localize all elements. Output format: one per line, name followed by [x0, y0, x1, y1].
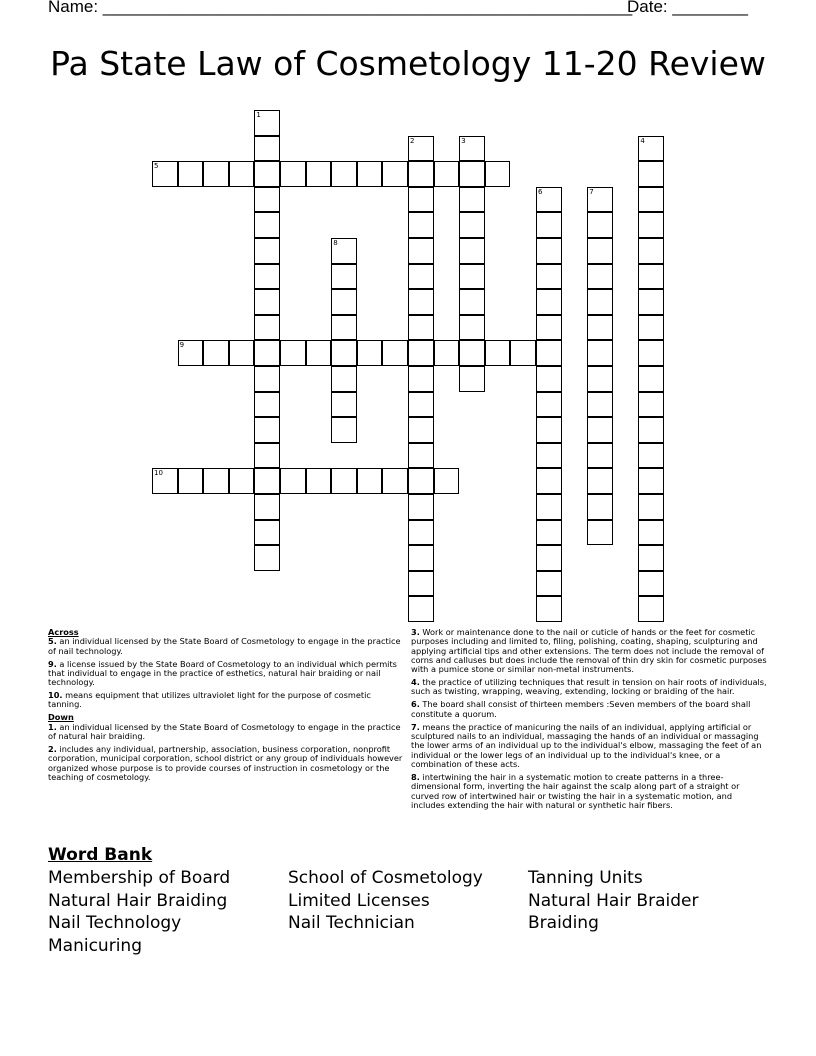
crossword-cell[interactable] [408, 187, 434, 213]
word-bank-item: Nail Technician [288, 913, 415, 934]
clue-number: 2 [410, 136, 415, 145]
clue-down-3: 3. Work or maintenance done to the nail or cuticle of hands or the feet for cosmetic purposes including and limited to, filing, polishing, coating, shaping, sculpturing and applying artificial tips and other extensions. The term does not include the removal of corns and calluses but does include the removal of thin dry skin for cosmetic purposes with a pumice stone or similar non-metal instruments. [411, 627, 767, 675]
crossword-cell[interactable] [587, 340, 613, 366]
crossword-cell[interactable] [229, 468, 255, 494]
crossword-cell[interactable] [459, 212, 485, 238]
crossword-cell[interactable] [536, 417, 562, 443]
crossword-cell[interactable] [408, 161, 434, 187]
crossword-cell[interactable] [357, 161, 383, 187]
crossword-cell[interactable] [331, 417, 357, 443]
crossword-cell[interactable] [306, 340, 332, 366]
crossword-cell[interactable] [459, 187, 485, 213]
crossword-cell[interactable] [254, 110, 280, 136]
crossword-cell[interactable] [638, 289, 664, 315]
crossword-cell[interactable] [459, 289, 485, 315]
crossword-cell[interactable] [408, 468, 434, 494]
crossword-cell[interactable] [459, 340, 485, 366]
crossword-cell[interactable] [306, 161, 332, 187]
crossword-cell[interactable] [408, 571, 434, 597]
crossword-cell[interactable] [485, 161, 511, 187]
crossword-cell[interactable] [408, 289, 434, 315]
clue-number: 3 [461, 136, 466, 145]
crossword-cell[interactable] [254, 264, 280, 290]
crossword-cell[interactable] [510, 340, 536, 366]
crossword-cell[interactable] [536, 366, 562, 392]
crossword-cell[interactable] [638, 340, 664, 366]
crossword-cell[interactable] [254, 315, 280, 341]
crossword-cell[interactable] [408, 264, 434, 290]
crossword-cell[interactable] [229, 340, 255, 366]
crossword-cell[interactable] [536, 443, 562, 469]
clue-number: 5 [154, 162, 159, 171]
crossword-cell[interactable] [408, 520, 434, 546]
crossword-cell[interactable] [536, 289, 562, 315]
crossword-cell[interactable] [587, 366, 613, 392]
word-bank-item: School of Cosmetology [288, 868, 483, 888]
crossword-cell[interactable] [638, 443, 664, 469]
crossword-cell[interactable] [638, 212, 664, 238]
crossword-cell[interactable] [536, 494, 562, 520]
crossword-cell[interactable] [408, 340, 434, 366]
crossword-cell[interactable] [587, 289, 613, 315]
clues-right-column [411, 628, 768, 814]
crossword-cell[interactable] [638, 161, 664, 187]
clue-across-5: 5. an individual licensed by the State Board of Cosmetology to engage in the practice of nail technology. [48, 636, 401, 656]
clue-number: 10 [154, 469, 163, 478]
crossword-cell[interactable] [408, 545, 434, 571]
crossword-cell[interactable] [178, 468, 204, 494]
crossword-cell[interactable] [382, 340, 408, 366]
word-bank-item: Natural Hair Braiding [48, 890, 228, 911]
crossword-cell[interactable] [536, 468, 562, 494]
crossword-cell[interactable] [203, 340, 229, 366]
crossword-cell[interactable] [638, 187, 664, 213]
clue-number: 7 [589, 187, 594, 196]
crossword-cell[interactable] [536, 392, 562, 418]
crossword-cell[interactable] [408, 136, 434, 162]
clue-across-9: 9. a license issued by the State Board of Cosmetology to an individual which permits that individual to engage in the practice of esthetics, natural hair braiding or nail technology. [48, 658, 397, 688]
crossword-cell[interactable] [331, 264, 357, 290]
crossword-cell[interactable] [331, 468, 357, 494]
crossword-cell[interactable] [408, 238, 434, 264]
crossword-cell[interactable] [638, 392, 664, 418]
crossword-cell[interactable] [152, 161, 178, 187]
crossword-cell[interactable] [408, 315, 434, 341]
crossword-cell[interactable] [638, 264, 664, 290]
crossword-cell[interactable] [357, 468, 383, 494]
crossword-cell[interactable] [408, 366, 434, 392]
crossword-cell[interactable] [638, 545, 664, 571]
crossword-cell[interactable] [331, 340, 357, 366]
clue-down-4: 4. the practice of utilizing techniques that result in tension on hair roots of individuals, such as twisting, wrapping, weaving, extending, locking or braiding of the hair. [411, 677, 767, 697]
crossword-cell[interactable] [331, 289, 357, 315]
crossword-cell[interactable] [331, 161, 357, 187]
crossword-cell[interactable] [408, 212, 434, 238]
down-heading: Down [48, 712, 74, 723]
crossword-cell[interactable] [638, 238, 664, 264]
crossword-cell[interactable] [638, 520, 664, 546]
crossword-cell[interactable] [254, 366, 280, 392]
clue-number: 6 [538, 187, 543, 196]
crossword-cell[interactable] [536, 264, 562, 290]
crossword-cell[interactable] [254, 136, 280, 162]
crossword-cell[interactable] [178, 340, 204, 366]
crossword-cell[interactable] [536, 187, 562, 213]
clue-down-2: 2. includes any individual, partnership, association, business corporation, nonprofit corporation, municipal corporation, school district or any group of individuals however organized whose purpose is to provide courses of instruction in cosmetology or the teaching of cosmetology. [48, 744, 403, 782]
crossword-cell[interactable] [638, 315, 664, 341]
crossword-cell[interactable] [254, 545, 280, 571]
crossword-cell[interactable] [254, 340, 280, 366]
crossword-cell[interactable] [587, 264, 613, 290]
crossword-cell[interactable] [587, 494, 613, 520]
crossword-cell[interactable] [254, 238, 280, 264]
date-field[interactable]: Date: ________ [627, 0, 748, 16]
crossword-cell[interactable] [357, 340, 383, 366]
clue-number: 4 [640, 136, 645, 145]
crossword-cell[interactable] [331, 392, 357, 418]
crossword-cell[interactable] [587, 238, 613, 264]
crossword-cell[interactable] [280, 161, 306, 187]
crossword-cell[interactable] [254, 392, 280, 418]
crossword-cell[interactable] [587, 443, 613, 469]
crossword-cell[interactable] [638, 417, 664, 443]
crossword-cell[interactable] [638, 494, 664, 520]
crossword-cell[interactable] [434, 340, 460, 366]
crossword-cell[interactable] [459, 136, 485, 162]
clues-left-column [48, 628, 404, 786]
crossword-cell[interactable] [459, 315, 485, 341]
crossword-cell[interactable] [152, 468, 178, 494]
clue-number: 9 [179, 341, 185, 350]
crossword-cell[interactable] [254, 187, 280, 213]
crossword-cell[interactable] [434, 161, 460, 187]
across-heading: Across [48, 627, 79, 637]
word-bank-title: Word Bank [48, 845, 153, 865]
crossword-cell[interactable] [408, 392, 434, 418]
crossword-cell[interactable] [254, 417, 280, 443]
clue-down-6: 6. The board shall consist of thirteen members :Seven members of the board shall constitute a quorum. [411, 699, 751, 719]
word-bank-item: Braiding [528, 913, 599, 934]
crossword-cell[interactable] [331, 366, 357, 392]
crossword-cell[interactable] [459, 161, 485, 187]
clue-across-10: 10. means equipment that utilizes ultraviolet light for the purpose of cosmetic tanning. [48, 690, 371, 710]
crossword-cell[interactable] [638, 366, 664, 392]
crossword-cell[interactable] [536, 212, 562, 238]
crossword-cell[interactable] [331, 238, 357, 264]
crossword-cell[interactable] [254, 443, 280, 469]
crossword-cell[interactable] [408, 417, 434, 443]
crossword-cell[interactable] [587, 468, 613, 494]
clue-number: 1 [256, 111, 261, 119]
clue-down-7: 7. means the practice of manicuring the nails of an individual, applying artificial or sculptured nails to an individual, massaging the hands of an individual or massaging the lower arms of an individual up to the individual's elbow, massaging the feet of an individual or the lower legs of an individual up to the individual's knee, or a combination of these acts. [411, 721, 762, 769]
crossword-cell[interactable] [587, 520, 613, 546]
crossword-cell[interactable] [536, 520, 562, 546]
crossword-cell[interactable] [203, 161, 229, 187]
crossword-cell[interactable] [254, 520, 280, 546]
crossword-cell[interactable] [485, 340, 511, 366]
crossword-cell[interactable] [254, 289, 280, 315]
crossword-cell[interactable] [638, 136, 664, 162]
crossword-cell[interactable] [638, 596, 664, 622]
word-bank-item: Manicuring [48, 936, 142, 957]
crossword-cell[interactable] [459, 366, 485, 392]
crossword-cell[interactable] [229, 161, 255, 187]
crossword-cell[interactable] [203, 468, 229, 494]
crossword-cell[interactable] [408, 443, 434, 469]
crossword-cell[interactable] [280, 340, 306, 366]
crossword-cell[interactable] [459, 264, 485, 290]
crossword-cell[interactable] [254, 494, 280, 520]
word-bank-item: Membership of Board [48, 868, 231, 888]
crossword-cell[interactable] [280, 468, 306, 494]
crossword-cell[interactable] [254, 468, 280, 494]
crossword-cell[interactable] [587, 315, 613, 341]
crossword-cell[interactable] [382, 161, 408, 187]
crossword-cell[interactable] [587, 417, 613, 443]
crossword-cell[interactable] [254, 161, 280, 187]
word-bank-item: Natural Hair Braider [528, 890, 699, 911]
crossword-cell[interactable] [536, 340, 562, 366]
crossword-cell[interactable] [638, 571, 664, 597]
crossword-cell[interactable] [587, 187, 613, 213]
crossword-cell[interactable] [434, 468, 460, 494]
crossword-cell[interactable] [382, 468, 408, 494]
clue-down-1: 1. an individual licensed by the State Board of Cosmetology to engage in the practice of natural hair braiding. [48, 721, 401, 742]
word-bank-item: Limited Licenses [288, 890, 430, 911]
name-field[interactable]: Name: ________________________________________________________ [48, 0, 633, 16]
crossword-cell[interactable] [306, 468, 332, 494]
crossword-cell[interactable] [254, 212, 280, 238]
clue-number: 8 [333, 239, 338, 247]
crossword-cell[interactable] [408, 494, 434, 520]
crossword-cell[interactable] [536, 238, 562, 264]
clue-down-8: 8. intertwining the hair in a systematic motion to create patterns in a three-dimensional form, inverting the hair against the scalp along part of a straight or curved row of intertwined hair or twisting the hair in a systematic motion, and includes extending the hair with natural or synthetic hair fibers. [411, 771, 740, 810]
crossword-cell[interactable] [536, 545, 562, 571]
word-bank-item: Nail Technology [48, 913, 182, 934]
crossword-cell[interactable] [587, 392, 613, 418]
word-bank-item: Tanning Units [528, 868, 643, 888]
crossword-cell[interactable] [536, 596, 562, 622]
crossword-cell[interactable] [459, 238, 485, 264]
crossword-cell[interactable] [587, 212, 613, 238]
crossword-cell[interactable] [536, 315, 562, 341]
page-title: Pa State Law of Cosmetology 11-20 Review [50, 44, 766, 83]
crossword-cell[interactable] [178, 161, 204, 187]
crossword-cell[interactable] [536, 571, 562, 597]
crossword-cell[interactable] [331, 315, 357, 341]
crossword-cell[interactable] [638, 468, 664, 494]
crossword-cell[interactable] [408, 596, 434, 622]
